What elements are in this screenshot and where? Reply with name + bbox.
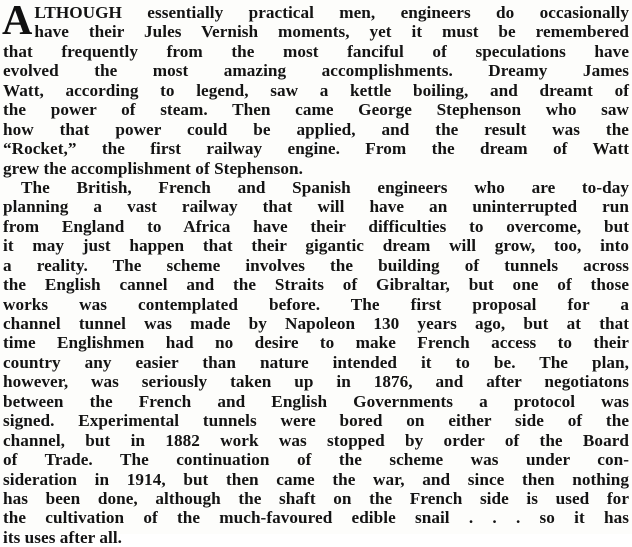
text-line: have their Jules Vernish moments, yet it must be remembered xyxy=(34,22,629,42)
text-line: its uses after all. xyxy=(3,527,123,547)
text-line: “Rocket,” the first railway engine. From the dream of Watt xyxy=(3,139,629,159)
text-line: The British, French and Spanish engineers who are to-day xyxy=(21,177,629,197)
text-line: how that power could be applied, and the result was the xyxy=(3,119,629,139)
text-line: evolved the most amazing accomplishments. Dreamy James xyxy=(3,61,629,81)
text-line: however, was seriously taken up in 1876, and after negotiatons xyxy=(3,372,629,392)
text-line: it may just happen that their gigantic dream will grow, too, into xyxy=(3,236,629,256)
text-line: time Englishmen had no desire to make French access to their xyxy=(3,333,629,353)
article-column xyxy=(2,0,629,547)
text-line: works was contemplated before. The first proposal for a xyxy=(3,294,629,314)
text-line: country any easier than nature intended it to be. The plan, xyxy=(3,352,629,372)
text-line: the English cannel and the Straits of Gibraltar, but one of those xyxy=(3,275,629,295)
text-line: Watt, according to legend, saw a kettle boiling, and dreamt of xyxy=(3,80,629,100)
text-line: signed. Experimental tunnels were bored on either side of the xyxy=(3,411,629,431)
text-line: from England to Africa have their difficulties to overcome, but xyxy=(3,216,629,236)
text-line: channel tunnel was made by Napoleon 130 years ago, but at that xyxy=(3,314,629,333)
drop-cap: A xyxy=(2,0,33,44)
text-line: the power of steam. Then came George Stephenson who saw xyxy=(3,100,629,120)
text-line: a reality. The scheme involves the building of tunnels across xyxy=(3,255,629,275)
text-line: has been done, although the shaft on the French side is used for xyxy=(3,488,629,508)
text-line: that frequently from the most fanciful of speculations have xyxy=(3,41,629,61)
paragraph-1 xyxy=(2,0,629,178)
text-line: LTHOUGH essentially practical men, engineers do occasionally xyxy=(34,3,629,22)
text-line: channel, but in 1882 work was stopped by order of the Board xyxy=(3,430,629,450)
paragraph-2 xyxy=(3,178,629,547)
text-line: sideration in 1914, but then came the war, and since then nothing xyxy=(3,469,629,489)
text-line: planning a vast railway that will have an uninterrupted run xyxy=(3,197,629,217)
text-line: between the French and English Governments a protocol was xyxy=(3,391,629,411)
text-line: grew the accomplishment of Stephenson. xyxy=(3,158,303,178)
text-line: of Trade. The continuation of the scheme was under con- xyxy=(3,450,629,470)
text-line: the cultivation of the much-favoured edible snail . . . so it has xyxy=(3,508,629,528)
